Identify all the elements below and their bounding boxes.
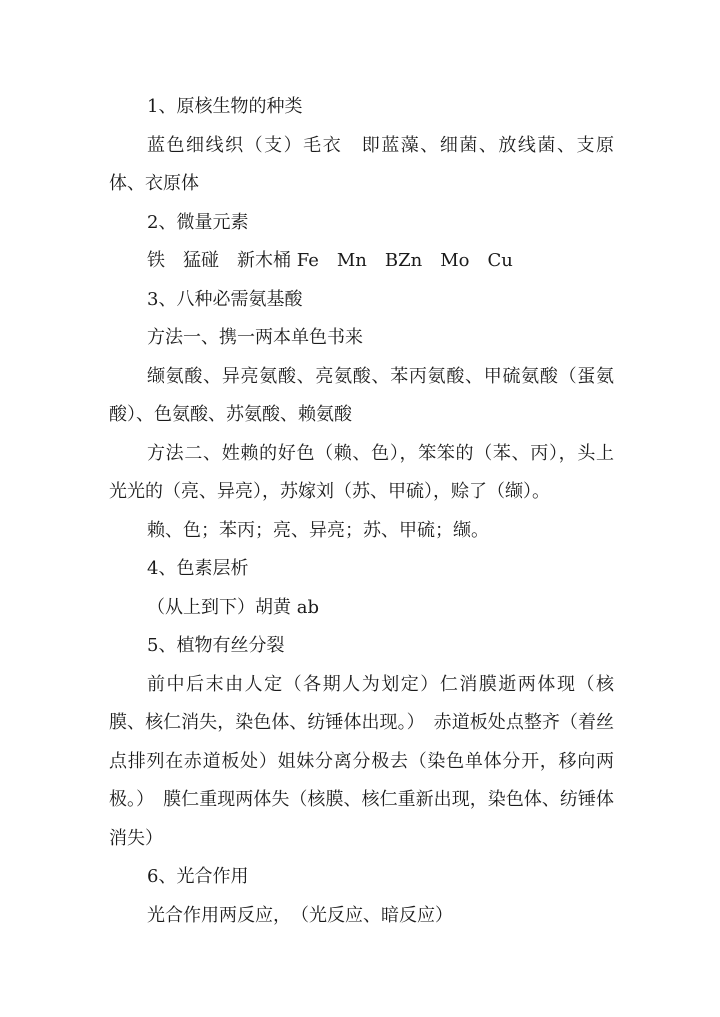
section-heading-amino-acids: 3、八种必需氨基酸 [147,288,303,310]
paragraph-pigment-order: （从上到下）胡黄 ab [147,596,319,618]
paragraph-mitosis-mnemonic: 前中后末由人定（各期人为划定）仁消膜逝两体现（核膜、核仁消失，染色体、纺锤体出现。） 赤道板处点整齐（着丝点排列在赤道板处）姐妹分离分极去（染色单体分开，移向两极。） 膜仁重现两体失（核膜、核仁重新出现，染色体、纺锤体消失） [109,673,614,849]
document-body [109,88,614,935]
paragraph-photosynthesis: 光合作用两反应， （光反应、暗反应） [147,904,453,926]
paragraph-method-one: 方法一、携一两本单色书来 [147,327,363,348]
section-heading-trace-elements: 2、微量元素 [147,211,249,233]
section-heading-photosynthesis: 6、光合作用 [147,866,249,887]
paragraph-prokaryote-types: 蓝色细线织（支）毛衣 即蓝藻、细菌、放线菌、支原体、衣原体 [109,134,614,194]
paragraph-method-two: 方法二、姓赖的好色（赖、色），笨笨的（苯、丙），头上光光的（亮、异亮），苏嫁刘（苏、甲硫），赊了（缬）。 [109,442,614,502]
section-heading-pigment-chromatography: 4、色素层析 [147,558,249,579]
section-heading-mitosis: 5、植物有丝分裂 [147,635,285,656]
paragraph-amino-acid-list: 缬氨酸、异亮氨酸、亮氨酸、苯丙氨酸、甲硫氨酸（蛋氨酸）、色氨酸、苏氨酸、赖氨酸 [109,365,614,425]
section-heading-prokaryotes: 1、原核生物的种类 [147,96,303,117]
paragraph-trace-elements: 铁 猛碰 新木桶 Fe Mn BZn Mo Cu [147,250,513,271]
paragraph-amino-acid-summary: 赖、色；苯丙；亮、异亮；苏、甲硫；缬。 [147,519,489,541]
